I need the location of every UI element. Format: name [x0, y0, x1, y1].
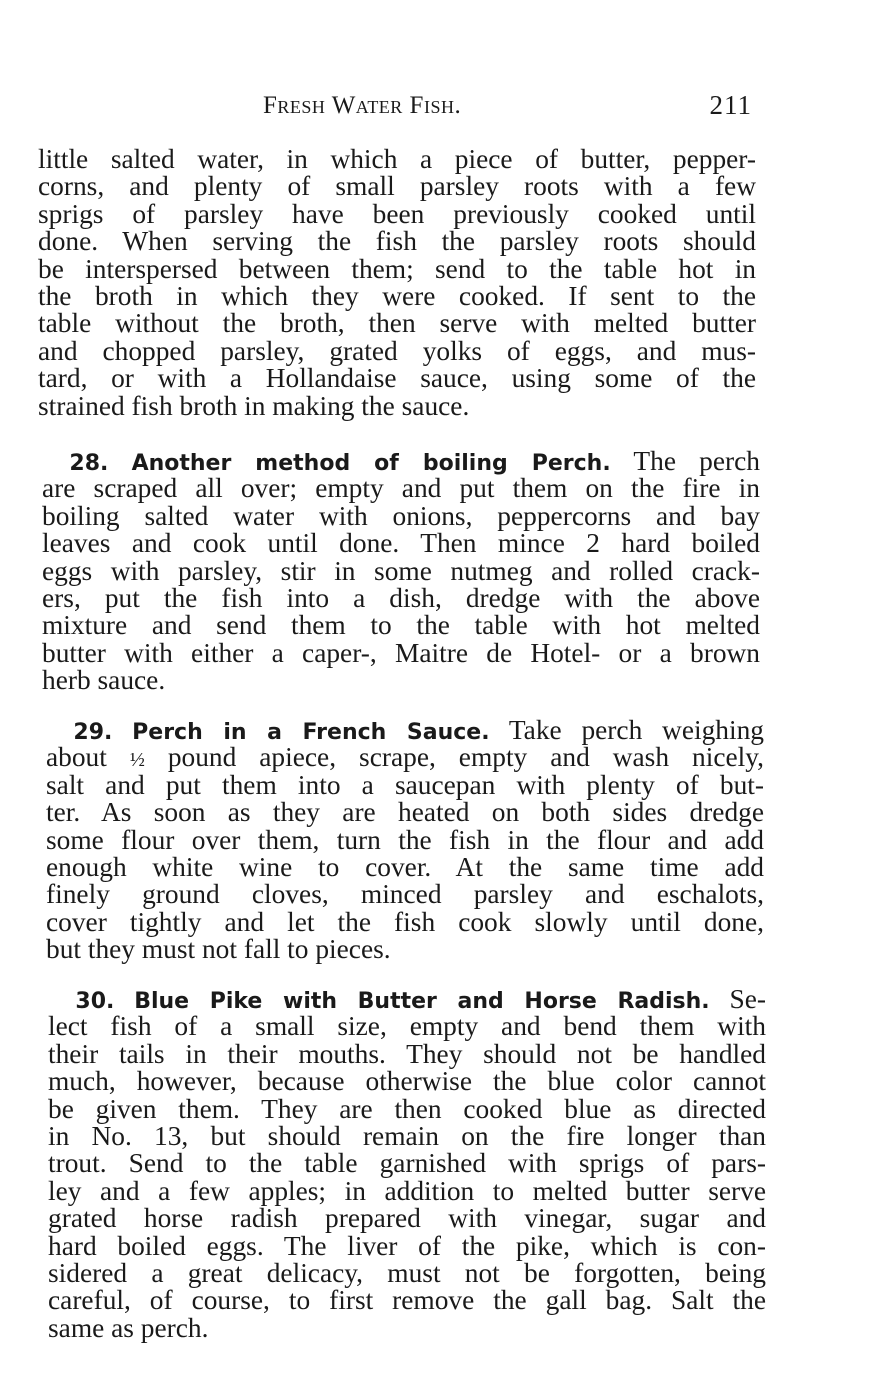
recipe-title: Blue Pike with Butter and Horse Radish.	[134, 989, 710, 1014]
text-line: leaves and cook until done. Then mince 2 hard boiled	[42, 528, 760, 559]
text-line: in No. 13, but should remain on the fire longer than	[48, 1120, 766, 1151]
text-line: done. When serving the fish the parsley roots should	[38, 226, 756, 257]
text-line: but they must not fall to pieces.	[46, 934, 391, 965]
text-fragment: about	[46, 742, 107, 773]
text-line: butter with either a caper-, Maitre de Hotel- or a brown	[42, 637, 760, 668]
running-title: Fresh Water Fish.	[263, 92, 462, 119]
text-line: grated horse radish prepared with vinegar, sugar and	[48, 1203, 766, 1234]
recipe-29	[46, 717, 764, 964]
text-line: their tails in their mouths. They should not be handled	[48, 1038, 766, 1069]
text-line: boiling salted water with onions, peppercorns and bay	[42, 500, 760, 531]
text-line: trout. Send to the table garnished with sprigs of pars-	[48, 1148, 766, 1179]
recipe-heading-line	[46, 717, 764, 744]
text-line: are scraped all over; empty and put them on the fire in	[42, 473, 760, 504]
continuation-paragraph	[38, 146, 756, 420]
text-line: sprigs of parsley have been previously cooked until	[38, 198, 756, 229]
text-line: corns, and plenty of small parsley roots with a few	[38, 171, 756, 202]
text-line: ley and a few apples; in addition to melted butter serve	[48, 1175, 766, 1206]
text-line: strained fish broth in making the sauce.	[38, 390, 470, 421]
text-fragment: Take perch weighing	[508, 715, 764, 745]
text-line: ter. As soon as they are heated on both sides dredge	[46, 797, 764, 828]
text-line: table without the broth, then serve with melted butter	[38, 308, 756, 339]
fraction-half: ½	[129, 749, 145, 772]
text-line: sidered a great delicacy, must not be forgotten, being	[48, 1257, 766, 1288]
text-fragment: pound apiece, scrape, empty and wash nicely,	[167, 742, 765, 773]
recipe-28	[42, 448, 760, 695]
text-line: same as perch.	[48, 1312, 209, 1343]
recipe-number: 30.	[75, 989, 115, 1014]
recipe-title: Perch in a French Sauce.	[132, 720, 490, 745]
text-line: careful, of course, to first remove the gall bag. Salt the	[48, 1285, 766, 1316]
text-fragment: The perch	[633, 446, 760, 476]
recipe-heading-line	[42, 448, 760, 475]
recipe-30	[48, 986, 766, 1342]
text-line: finely ground cloves, minced parsley and eschalots,	[46, 879, 764, 910]
text-line: cover tightly and let the fish cook slowly until done,	[46, 906, 764, 937]
text-fragment: Se-	[729, 984, 766, 1014]
text-line: be given them. They are then cooked blue as directed	[48, 1093, 766, 1124]
text-line: little salted water, in which a piece of butter, pepper-	[38, 144, 756, 174]
text-line: and chopped parsley, grated yolks of eggs, and mus-	[38, 335, 756, 366]
text-line: eggs with parsley, stir in some nutmeg and rolled crack-	[42, 555, 760, 586]
text-line: mixture and send them to the table with hot melted	[42, 610, 760, 641]
text-line: hard boiled eggs. The liver of the pike, which is con-	[48, 1230, 766, 1261]
page-number: 211	[709, 90, 752, 120]
text-line: the broth in which they were cooked. If sent to the	[38, 280, 756, 311]
recipe-title: Another method of boiling Perch.	[131, 451, 611, 476]
text-line: lect fish of a small size, empty and bend them with	[48, 1011, 766, 1042]
recipe-heading-line	[48, 986, 766, 1013]
recipe-number: 28.	[69, 451, 109, 476]
text-line: be interspersed between them; send to the table hot in	[38, 253, 756, 284]
running-head	[38, 92, 758, 128]
recipe-number: 29.	[73, 720, 113, 745]
text-line: herb sauce.	[42, 665, 166, 696]
text-line: salt and put them into a saucepan with plenty of but-	[46, 769, 764, 800]
text-line: tard, or with a Hollandaise sauce, using some of the	[38, 363, 756, 394]
text-line: ers, put the fish into a dish, dredge with the above	[42, 582, 760, 613]
text-line: much, however, because otherwise the blue color cannot	[48, 1066, 766, 1097]
text-line: enough white wine to cover. At the same time add	[46, 851, 764, 882]
text-line	[46, 744, 764, 771]
text-line: some flour over them, turn the fish in the flour and add	[46, 824, 764, 855]
